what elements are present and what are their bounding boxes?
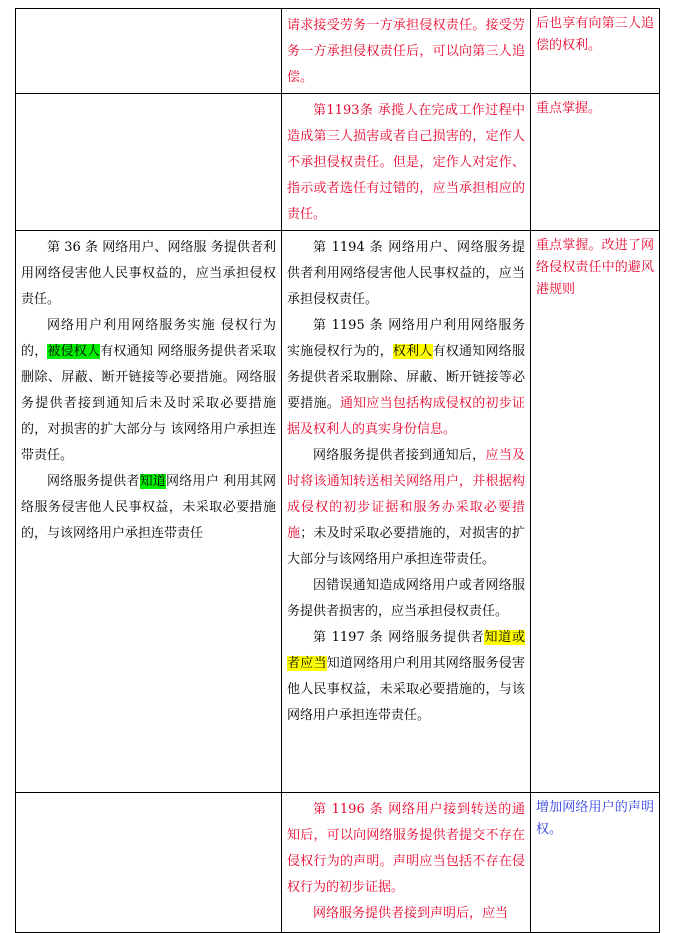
text-segment: 第 1195 条 网络用户利用网络服务实施侵权行为的， [287, 318, 525, 359]
new-law-cell [282, 9, 531, 94]
text-segment: 知道网络用户利用其网络服务侵害他人民事权益，未采取必要措施的，与该网络用户承担连带责任。 [287, 656, 525, 723]
table-row [16, 9, 660, 94]
text-segment: 有权通知 网络服务提供者采取删除、屏蔽、断开链接等必要措施。网络服务提供者接到通知后未及时采取必要措施的，对损害的扩大部分与 该网络用户承担连带责任。 [21, 344, 276, 463]
new-law-paragraph [287, 13, 525, 91]
text-segment: 网络服务提供者 [47, 474, 140, 489]
highlighted-term: 知道或者应当 [287, 630, 525, 671]
table-row [16, 793, 660, 933]
text-segment: 第 1197 条 网络服务提供者 [313, 630, 485, 645]
old-law-cell [16, 94, 282, 231]
note-cell [531, 231, 660, 793]
note-text: 重点掌握。改进了网络侵权责任中的避风港规则 [536, 238, 654, 297]
text-segment: 应当及时将该通知转送相关网络用户，并根据构成侵权的初步证据和服务办采取必要措施 [287, 448, 525, 541]
comparison-table [15, 8, 660, 933]
new-law-paragraph [287, 235, 525, 313]
new-law-paragraph [287, 797, 525, 901]
text-segment: 第 1196 条 网络用户接到转送的通知后，可以向网络服务提供者提交不存在侵权行为的声明。声明应当包括不存在侵权行为的初步证据。 [287, 802, 525, 895]
text-segment: 网络用户利用网络服务实施 侵权行为的， [21, 318, 276, 359]
old-law-cell [16, 9, 282, 94]
old-law-paragraph [21, 469, 276, 547]
new-law-cell [282, 231, 531, 793]
highlighted-term: 被侵权人 [47, 344, 101, 359]
text-segment: 网络用户 利用其网络服务侵害他人民事权益，未采取必要措施的，与该网络用户承担连带责任 [21, 474, 276, 541]
text-segment: 第1193条 承揽人在完成工作过程中造成第三人损害或者自己损害的，定作人不承担侵权责任。但是，定作人对定作、指示或者选任有过错的，应当承担相应的责任。 [287, 103, 525, 222]
text-segment: 因错误通知造成网络用户或者网络服务提供者损害的，应当承担侵权责任。 [287, 578, 525, 619]
note-cell [531, 793, 660, 933]
text-segment: 通知应当包括构成侵权的初步证据及权利人的真实身份信息。 [287, 396, 525, 437]
text-segment: 第 36 条 网络用户、网络服 务提供者利用网络侵害他人民事权益的，应当承担侵权责任。 [21, 240, 276, 307]
old-law-cell [16, 231, 282, 793]
new-law-paragraph [287, 98, 525, 228]
new-law-paragraph [287, 313, 525, 443]
text-segment: 网络服务提供者接到声明后，应当 [313, 906, 509, 921]
note-text: 重点掌握。 [536, 101, 602, 116]
new-law-cell [282, 793, 531, 933]
text-segment: ；未及时采取必要措施的，对损害的扩大部分与该网络用户承担连带责任。 [287, 526, 525, 567]
text-segment: 第 1194 条 网络用户、网络服务提供者利用网络侵害他人民事权益的，应当承担侵权责任。 [287, 240, 525, 307]
note-text: 增加网络用户的声明权。 [536, 800, 654, 837]
text-segment: 有权通知网络服务提供者采取删除、屏蔽、断开链接等必要措施。 [287, 344, 525, 411]
old-law-cell [16, 793, 282, 933]
table-row [16, 231, 660, 793]
note-cell [531, 94, 660, 231]
table-row [16, 94, 660, 231]
text-segment: 网络服务提供者接到通知后， [313, 448, 486, 463]
highlighted-term: 知道 [139, 474, 167, 489]
new-law-cell [282, 94, 531, 231]
old-law-paragraph [21, 235, 276, 313]
text-segment: 请求接受劳务一方承担侵权责任。接受劳务一方承担侵权责任后，可以向第三人追偿。 [287, 18, 525, 85]
new-law-paragraph [287, 901, 525, 927]
new-law-paragraph [287, 573, 525, 625]
new-law-paragraph [287, 443, 525, 573]
highlighted-term: 权利人 [392, 344, 433, 359]
old-law-paragraph [21, 313, 276, 469]
new-law-paragraph [287, 625, 525, 729]
note-text: 后也享有向第三人追偿的权利。 [536, 16, 654, 53]
note-cell [531, 9, 660, 94]
